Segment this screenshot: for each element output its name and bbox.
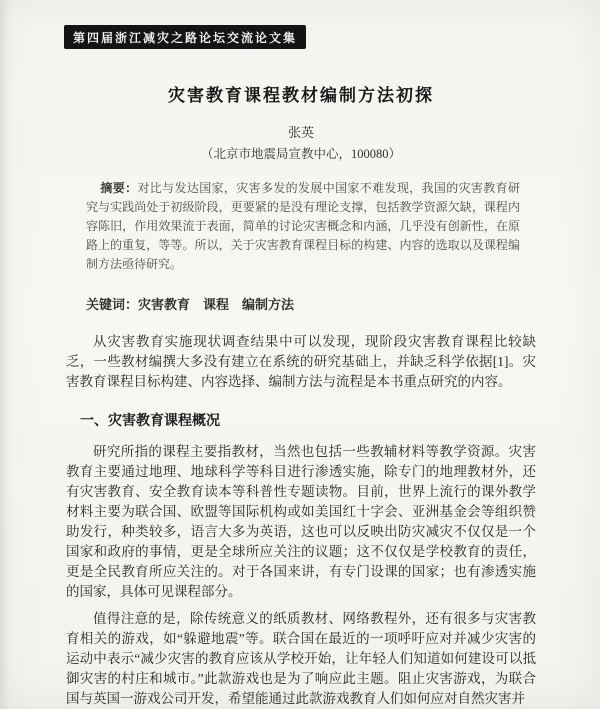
- paper-title: 灾害教育课程教材编制方法初探: [168, 86, 434, 105]
- abstract-text: 对比与发达国家，灾害多发的发展中国家不难发现，我国的灾害教育研究与实践尚处于初级阶段，更要紧的是没有理论支撑，包括教学资源欠缺，课程内容陈旧，作用效果流于表面，简单的讨论灾害概念和内涵，几乎没有创新性，在原路上的重复，等等。所以，关于灾害教育课程目标的构建、内容的选取以及课程编制方法亟待研究。: [86, 181, 520, 271]
- keywords-line: [86, 296, 536, 314]
- keywords-text: 灾害教育 课程 编制方法: [138, 297, 295, 312]
- author-name: 张英: [287, 125, 314, 140]
- intro-paragraph: 从灾害教育实施现状调查结果中可以发现，现阶段灾害教育课程比较缺乏，一些教材编撰大多没有建立在系统的研究基础上，并缺乏科学依据[1]。灾害教育课程目标构建、内容选择、编制方法与流程是本书重点研究的内容。: [66, 334, 536, 389]
- author-affiliation: （北京市地震局宣教中心，100080）: [200, 147, 401, 161]
- section-1-paragraph-1: 研究所指的课程主要指教材，当然也包括一些教辅材料等教学资源。灾害教育主要通过地理、地球科学等科目进行渗透实施，除专门的地理教材外，还有灾害教育、安全教育读本等科普性专题读物。目前，世界上流行的课外教学材料主要为联合国、欧盟等国际机构或如美国红十字会、亚洲基金会等组织赞助发行，种类较多，语言大多为英语，这也可以反映出防灾减灾不仅仅是一个国家和政府的事情，更是全球所应关注的议题；这不仅仅是学校教育的责任，更是全民教育所应关注的。对于各国来讲，有专门设课的国家；也有渗透实施的国家，具体可见课程部分。: [66, 444, 536, 599]
- section-1-heading: 一、灾害教育课程概况: [80, 414, 220, 429]
- abstract-paragraph: [86, 179, 520, 274]
- proceedings-banner-text: 第四届浙江减灾之路论坛交流论文集: [73, 31, 298, 45]
- keywords-label: 关键词：: [86, 297, 139, 312]
- section-1-paragraph-2: 值得注意的是，除传统意义的纸质教材、网络教程外，还有很多与灾害教育相关的游戏，如“躲避地震”等。联合国在最近的一项呼吁应对并减少灾害的运动中表示“减少灾害的教育应该从学校开始，让年轻人们知道如何建设可以抵御灾害的村庄和城市。”此款游戏也是为了响应此主题。阻止灾害游戏，为联合国与英国一游戏公司开发，希望能通过此款游戏教育人们如何应对自然灾害并: [66, 611, 536, 706]
- abstract-label: 摘要：: [100, 181, 138, 195]
